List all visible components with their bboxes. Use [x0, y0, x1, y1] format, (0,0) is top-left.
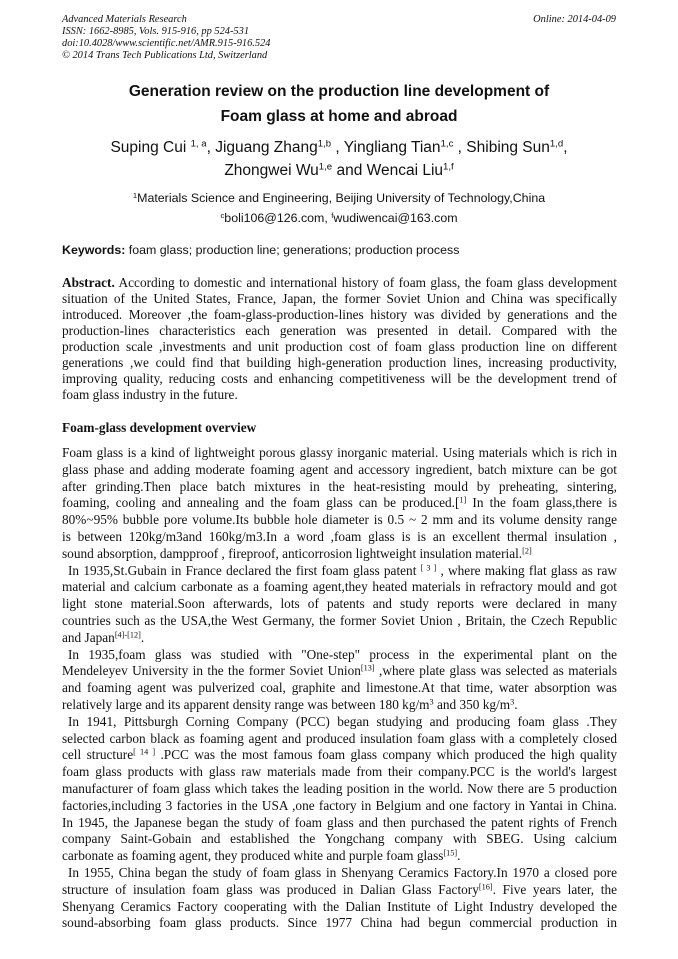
- superscript: [ 14 ]: [133, 747, 156, 757]
- text-run: foaming, cooling and annealing and the foam glass can be produced.[: [62, 495, 460, 511]
- paragraph-line: [62, 815, 617, 832]
- superscript: [ 3 ]: [420, 563, 437, 573]
- paragraph-line: [62, 697, 617, 714]
- text-run: company Saint-Gobain and established the Yongchang company with SBEG. Using calcium: [62, 831, 617, 847]
- paragraph-line: [62, 579, 617, 596]
- abstract-line: [62, 291, 617, 307]
- text-run: Foam glass is a kind of lightweight porous glassy inorganic material. Using materials which is rich in: [62, 445, 617, 460]
- text-run: wudiwencai@163.com: [333, 211, 458, 225]
- superscript: c: [220, 210, 225, 220]
- text-run: Zhongwei Wu: [224, 162, 319, 179]
- text-run: .PCC was the most famous foam glass company which produced the high quality: [155, 747, 617, 763]
- text-run: structure of insulation foam glass was produced in Dalian Glass Factory: [62, 881, 479, 897]
- paragraph-line: [62, 512, 617, 529]
- copyright: © 2014 Trans Tech Publications Ltd, Switzerland: [62, 50, 268, 61]
- text-run: , Yingliang Tian: [331, 139, 441, 156]
- body-text: [62, 445, 617, 932]
- superscript: 3: [429, 697, 434, 707]
- title-line: Foam glass at home and abroad: [220, 108, 458, 125]
- text-run: In 1935,St.Gubain in France declared the first foam glass patent: [68, 562, 421, 578]
- paragraph-line: [62, 680, 617, 697]
- text-run: , where making flat glass as raw: [436, 562, 617, 578]
- text-run: factories,including 3 factories in the USA ,one factory in Belgium and one factory in Yantai in China.: [62, 797, 617, 813]
- text-run: foam glass industry in the future.: [62, 387, 238, 402]
- section-heading: Foam-glass development overview: [62, 420, 257, 435]
- text-run: and 350 kg/m: [433, 696, 511, 712]
- text-run: production scale ,investments and unit production cost of foam glass production line on different: [62, 339, 617, 354]
- paragraph-line: [62, 798, 617, 815]
- text-run: , Jiguang Zhang: [206, 139, 318, 156]
- keywords-text: foam glass; production line; generations; production process: [125, 243, 460, 257]
- abstract-line: [62, 323, 617, 339]
- text-run: and foaming agent was pulverized coal, graphite and limestone.At that time, water absorption was: [62, 680, 617, 696]
- affiliation-line: [0, 188, 678, 208]
- text-run: selected carbon black as foaming agent and produced insulation foam glass with a completely closed: [62, 730, 617, 746]
- author-line: [0, 159, 678, 182]
- superscript: [16]: [478, 882, 493, 892]
- superscript: 3: [510, 697, 515, 707]
- text-run: .: [514, 696, 518, 712]
- superscript: [15]: [443, 848, 458, 858]
- author-line: [0, 136, 678, 159]
- superscript: 1,c: [440, 138, 454, 150]
- text-run: .: [140, 629, 145, 645]
- superscript: 1: [132, 190, 138, 200]
- paragraph-line: [62, 495, 617, 512]
- text-run: light stone material.Soon afterwards, lots of patents and study reports were declared in many: [62, 596, 617, 612]
- text-run: Materials Science and Engineering, Beijing University of Technology,China: [137, 191, 546, 205]
- authors: [0, 136, 678, 182]
- text-run: Mendeleyev University in the the former Soviet Union: [62, 663, 361, 679]
- superscript: [4]-[12]: [114, 630, 141, 640]
- paragraph-line: [62, 630, 617, 647]
- superscript: 1,d: [549, 138, 564, 150]
- abstract: [62, 275, 617, 403]
- journal-header: [62, 14, 270, 62]
- doi: doi:10.4028/www.scientific.net/AMR.915-916.524: [62, 38, 271, 49]
- online-date: Online: 2014-04-09: [533, 14, 616, 25]
- text-run: According to domestic and international history of foam glass, the foam glass development: [114, 275, 617, 290]
- paragraph-line: [62, 899, 617, 916]
- text-run: manufacturer of foam glass which takes the leading position in the world. Now there are 5 production: [62, 780, 617, 796]
- abstract-line: [62, 387, 617, 403]
- issn: ISSN: 1662-8985, Vols. 915-916, pp 524-531: [62, 26, 250, 37]
- abstract-label: Abstract.: [62, 275, 115, 290]
- text-run: .: [457, 848, 461, 864]
- keywords-label: Keywords:: [62, 243, 126, 257]
- text-run: cell structure: [62, 747, 134, 763]
- paragraph-line: [62, 714, 617, 731]
- title-line: Generation review on the production line development of: [128, 83, 550, 100]
- paragraph-line: [62, 865, 617, 882]
- paragraph-line: [62, 596, 617, 613]
- text-run: In 1941, Pittsburgh Corning Company (PCC) began studying and producing foam glass .They: [68, 713, 617, 729]
- paragraph-line: [62, 563, 617, 580]
- text-run: carbonate as foaming agent, they produced white and purple foam glass: [62, 848, 444, 864]
- text-run: countries such as the USA,the West Germany, the former Soviet Union , Britain, the Czech Republic: [62, 612, 617, 628]
- paragraph-line: [62, 915, 617, 932]
- paragraph-line: [62, 546, 617, 563]
- text-run: relatively large and its apparent density range was between 180 kg/m: [62, 696, 430, 712]
- superscript: 1,b: [317, 138, 332, 150]
- paragraph-line: [62, 479, 617, 496]
- paragraph-line: [62, 462, 617, 479]
- paragraph-line: [62, 731, 617, 748]
- superscript: 1, a: [190, 138, 207, 150]
- text-run: generations ,we could find that building high-generation production lines, increasing productivity,: [62, 355, 617, 370]
- superscript: f: [331, 210, 334, 220]
- paragraph-line: [62, 764, 617, 781]
- paragraph-line: [62, 882, 617, 899]
- text-run: sound absorption, dampproof , fireproof, anticorrosion lightweight insulation material.: [62, 545, 523, 561]
- abstract-line: [62, 339, 617, 355]
- text-run: In the foam glass,there is: [466, 495, 617, 511]
- text-run: In 1955, China began the study of foam glass in Shenyang Ceramics Factory.In 1970 a closed pore: [68, 864, 617, 880]
- text-run: material and calcium carbonate as a foaming agent,they heated materials in refractory mould and got: [62, 579, 617, 595]
- text-run: introduced. Moreover ,the foam-glass-production-lines history was divided by generations and the: [62, 307, 617, 322]
- text-run: 80%~95% bubble pore volume.Its bubble hole diameter is 0.5 ~ 2 mm and its volume density range: [62, 512, 617, 528]
- abstract-line: [62, 307, 617, 323]
- text-run: . Five years later, the: [492, 881, 617, 897]
- paragraph-line: [62, 781, 617, 798]
- paragraph-line: [62, 613, 617, 630]
- paragraph-line: [62, 848, 617, 865]
- text-run: foam glass products with glass raw materials made from their company.PCC is the world's largest: [62, 764, 617, 780]
- superscript: 1,e: [318, 161, 333, 173]
- text-run: In 1945, the Japanese began the study of foam glass and then purchased the patent rights of French: [62, 814, 617, 830]
- affiliation-line: [0, 208, 678, 228]
- abstract-line: [62, 355, 617, 371]
- text-run: sound-absorbing foam glass products. Since 1977 China had begun commercial production in: [62, 915, 617, 931]
- text-run: ,where plate glass was selected as materials: [374, 663, 617, 679]
- text-run: ,: [563, 139, 568, 156]
- affiliation: [0, 188, 678, 228]
- superscript: 1,f: [443, 161, 454, 173]
- text-run: after grinding.Then place batch mixtures in the heat-resisting mould by preheating, sintering,: [62, 478, 617, 494]
- text-run: boli106@126.com,: [224, 211, 332, 225]
- paragraph-line: [62, 647, 617, 664]
- paragraph-line: [62, 445, 617, 462]
- text-run: , Shibing Sun: [453, 139, 550, 156]
- text-run: is between 120kg/m3and 160kg/m3.In a word ,foam glass is is an excellent thermal insulation ,: [62, 528, 617, 544]
- abstract-line: [62, 371, 617, 387]
- paragraph-line: [62, 663, 617, 680]
- paragraph-line: [62, 831, 617, 848]
- text-run: improving quality, reducing costs and enhancing competitiveness will be the development trend of: [62, 371, 617, 386]
- abstract-line: [62, 275, 617, 291]
- text-run: and Japan: [62, 629, 115, 645]
- text-run: and Wencai Liu: [332, 162, 444, 179]
- paper-title: [0, 79, 678, 129]
- text-run: In 1935,foam glass was studied with "One-step" process in the experimental plant on the: [68, 646, 617, 662]
- paragraph-line: [62, 529, 617, 546]
- text-run: glass phase and adding moderate foaming agent and accessory ingredient, batch mixture can be got: [62, 461, 617, 477]
- keywords: [62, 243, 459, 257]
- superscript: [13]: [360, 663, 375, 673]
- superscript: [2]: [522, 546, 532, 556]
- text-run: Suping Cui: [110, 139, 191, 156]
- text-run: production-lines characteristics each generation was presented in detail. Compared with the: [62, 323, 617, 338]
- paragraph-line: [62, 747, 617, 764]
- text-run: situation of the United States, France, Japan, the former Soviet Union and China was specifically: [62, 291, 617, 306]
- journal-name: Advanced Materials Research: [62, 14, 187, 25]
- superscript: 1]: [459, 495, 467, 505]
- text-run: Shenyang Ceramics Factory cooperating with the Dalian Institute of Light Industry developed the: [62, 898, 617, 914]
